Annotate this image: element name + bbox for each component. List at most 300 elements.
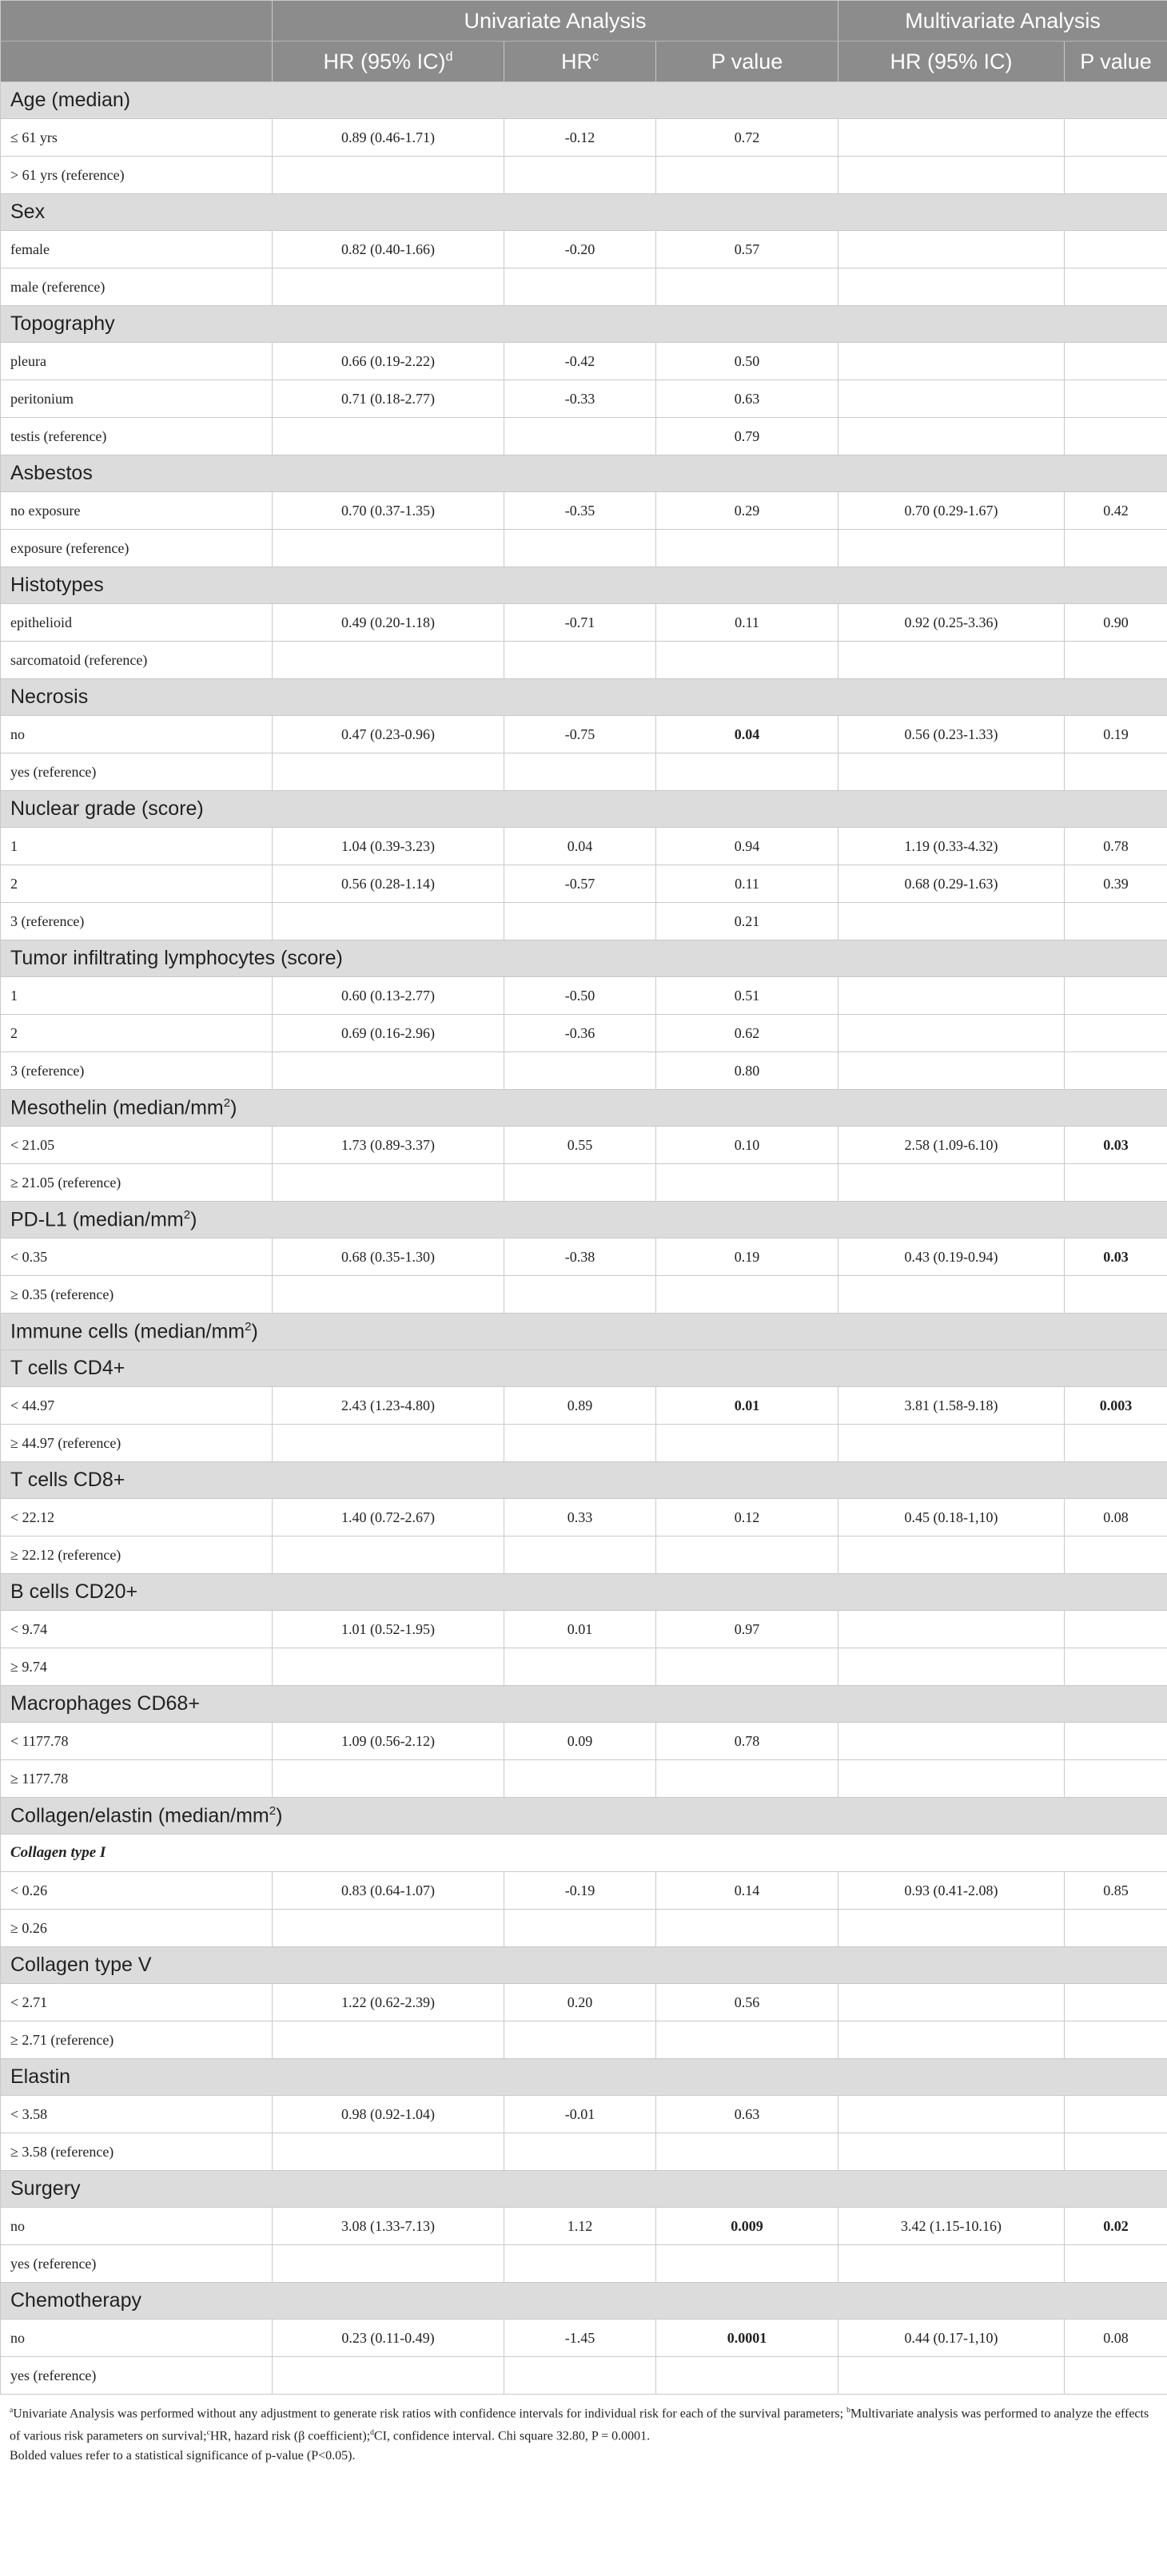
multivariate-p-value-cell — [1065, 2357, 1167, 2395]
multivariate-hr-ci-cell: 0.56 (0.23-1.33) — [838, 716, 1065, 753]
multivariate-hr-ci-cell — [838, 977, 1065, 1015]
multivariate-p-value-cell — [1065, 2096, 1167, 2133]
section-label-text: T cells CD4+ — [10, 1357, 125, 1379]
p-value-cell: 0.14 — [656, 1872, 838, 1910]
hr-cell — [504, 1648, 656, 1686]
multivariate-hr-ci-cell — [838, 2357, 1065, 2395]
hr-cell: -0.19 — [504, 1872, 656, 1910]
section-label-suffix: ) — [190, 1208, 197, 1231]
hr-ci-cell — [273, 1052, 504, 1090]
p-value-cell: 0.10 — [656, 1127, 838, 1164]
p-value-cell: 0.97 — [656, 1611, 838, 1648]
multivariate-p-value-cell — [1065, 1164, 1167, 1202]
section-row — [1, 1798, 1167, 1835]
table-row — [1, 1387, 1167, 1425]
row-label-cell: < 3.58 — [1, 2096, 273, 2133]
multivariate-p-value-cell — [1065, 753, 1167, 791]
multivariate-hr-ci-cell — [838, 157, 1065, 194]
row-label-cell: < 1177.78 — [1, 1723, 273, 1760]
row-label-cell: < 22.12 — [1, 1499, 273, 1536]
table-row — [1, 343, 1167, 380]
row-label-cell: epithelioid — [1, 604, 273, 642]
p-value-cell: 0.63 — [656, 2096, 838, 2133]
section-label-text: B cells CD20+ — [10, 1580, 138, 1603]
hr-cell: 0.89 — [504, 1387, 656, 1425]
multivariate-hr-ci-cell — [838, 343, 1065, 380]
multivariate-hr-ci-cell — [838, 1723, 1065, 1760]
table-row — [1, 903, 1167, 940]
multivariate-hr-ci-cell — [838, 1648, 1065, 1686]
table-row — [1, 716, 1167, 753]
p-value-cell: 0.009 — [656, 2208, 838, 2245]
table-row — [1, 828, 1167, 865]
hr-cell: -0.57 — [504, 865, 656, 903]
hr-cell: -0.38 — [504, 1238, 656, 1276]
multivariate-p-value-cell: 0.03 — [1065, 1238, 1167, 1276]
p-value-cell: 0.72 — [656, 119, 838, 157]
row-label-cell: > 61 yrs (reference) — [1, 157, 273, 194]
table-row — [1, 1536, 1167, 1574]
table-row — [1, 380, 1167, 418]
section-label-text: Topography — [10, 312, 115, 335]
section-label-text: Immune cells (median/mm — [10, 1320, 245, 1343]
section-label-text: Histotypes — [10, 574, 104, 596]
table-footnotes — [0, 2395, 1167, 2466]
p-value-cell: 0.21 — [656, 903, 838, 940]
section-row — [1, 2059, 1167, 2096]
hr-ci-cell — [273, 1648, 504, 1686]
row-label-cell: exposure (reference) — [1, 530, 273, 567]
hr-ci-cell — [273, 642, 504, 679]
section-label-superscript: 2 — [269, 1803, 277, 1818]
section-row — [1, 1947, 1167, 1984]
hr-ci-cell: 0.68 (0.35-1.30) — [273, 1238, 504, 1276]
hr-cell: -0.75 — [504, 716, 656, 753]
row-label-cell: yes (reference) — [1, 2357, 273, 2395]
table-row — [1, 157, 1167, 194]
hr-ci-cell — [273, 1425, 504, 1462]
multivariate-hr-ci-cell — [838, 1425, 1065, 1462]
multivariate-hr-ci-cell — [838, 530, 1065, 567]
table-row — [1, 1760, 1167, 1798]
row-label-cell: no — [1, 2320, 273, 2357]
multivariate-p-value-cell — [1065, 119, 1167, 157]
multivariate-hr-ci-cell — [838, 2133, 1065, 2171]
section-label-text: Collagen type V — [10, 1954, 152, 1976]
section-label-text: Necrosis — [10, 686, 89, 708]
table-row — [1, 865, 1167, 903]
table-row — [1, 604, 1167, 642]
multivariate-hr-ci-cell: 0.44 (0.17-1,10) — [838, 2320, 1065, 2357]
hr-ci-cell — [273, 1276, 504, 1314]
row-label-cell: 1 — [1, 977, 273, 1015]
hr-ci-cell: 0.82 (0.40-1.66) — [273, 231, 504, 268]
hr-cell: 0.04 — [504, 828, 656, 865]
p-value-cell: 0.63 — [656, 380, 838, 418]
hr-cell — [504, 1276, 656, 1314]
hr-ci-cell: 0.66 (0.19-2.22) — [273, 343, 504, 380]
section-label-text: Chemotherapy — [10, 2289, 141, 2312]
section-row — [1, 2171, 1167, 2208]
section-label — [1, 1350, 1167, 1387]
multivariate-p-value-cell — [1065, 903, 1167, 940]
hr-cell: -0.71 — [504, 604, 656, 642]
row-label-cell: ≥ 9.74 — [1, 1648, 273, 1686]
row-label-cell: ≥ 0.26 — [1, 1910, 273, 1947]
p-value-cell — [656, 1164, 838, 1202]
hr-cell — [504, 418, 656, 455]
table-row — [1, 1052, 1167, 1090]
multivariate-hr-ci-cell — [838, 1536, 1065, 1574]
row-label-cell: testis (reference) — [1, 418, 273, 455]
hr-cell — [504, 1052, 656, 1090]
row-label-cell: ≥ 21.05 (reference) — [1, 1164, 273, 1202]
hr-header: $HR^c$ — [504, 42, 656, 82]
multivariate-p-value-cell: 0.03 — [1065, 1127, 1167, 1164]
table-row — [1, 2021, 1167, 2059]
row-label-cell: 3 (reference) — [1, 903, 273, 940]
section-label-text: Mesothelin (median/mm — [10, 1096, 224, 1119]
hr-cell: -0.50 — [504, 977, 656, 1015]
hr-ci-cell: 1.01 (0.52-1.95) — [273, 1611, 504, 1648]
p-value-cell: 0.29 — [656, 492, 838, 530]
hr-cell — [504, 530, 656, 567]
row-label-cell: 2 — [1, 865, 273, 903]
hr-cell: 0.09 — [504, 1723, 656, 1760]
hr-ci-cell — [273, 753, 504, 791]
hr-ci-cell: 0.47 (0.23-0.96) — [273, 716, 504, 753]
section-row — [1, 1462, 1167, 1499]
footnote-bold-note: Bolded values refer to a statistical significance of p-value (P<0.05). — [10, 2448, 356, 2463]
p-value-cell: 0.12 — [656, 1499, 838, 1536]
multivariate-hr-ci-cell — [838, 642, 1065, 679]
multivariate-hr-ci-cell — [838, 903, 1065, 940]
hr-cell: 0.55 — [504, 1127, 656, 1164]
multivariate-p-value-cell — [1065, 977, 1167, 1015]
hr-ci-cell — [273, 903, 504, 940]
multivariate-hr-ci-cell — [838, 1052, 1065, 1090]
p-value-cell: 0.80 — [656, 1052, 838, 1090]
table-row — [1, 2096, 1167, 2133]
p-value-cell — [656, 1425, 838, 1462]
section-row — [1, 1686, 1167, 1723]
p-value-cell — [656, 1276, 838, 1314]
row-label-cell: 2 — [1, 1015, 273, 1052]
p-value-cell: 0.01 — [656, 1387, 838, 1425]
section-label — [1, 567, 1167, 604]
hr-ci-cell: 0.89 (0.46-1.71) — [273, 119, 504, 157]
multivariate-hr-ci-cell — [838, 1984, 1065, 2021]
hr-ci-cell: 0.70 (0.37-1.35) — [273, 492, 504, 530]
table-row — [1, 231, 1167, 268]
section-row — [1, 82, 1167, 119]
section-label — [1, 2059, 1167, 2096]
section-label-text: Collagen/elastin (median/mm — [10, 1804, 269, 1827]
hr-ci-cell — [273, 1910, 504, 1947]
hr-cell: -0.33 — [504, 380, 656, 418]
row-label-cell: ≥ 1177.78 — [1, 1760, 273, 1798]
multivariate-p-value-cell — [1065, 418, 1167, 455]
multivariate-hr-ci-cell — [838, 1164, 1065, 1202]
multivariate-p-value-cell: 0.85 — [1065, 1872, 1167, 1910]
section-row — [1, 1350, 1167, 1387]
hr-ci-cell — [273, 418, 504, 455]
table-row — [1, 1984, 1167, 2021]
hr-cell: -0.35 — [504, 492, 656, 530]
section-row — [1, 2283, 1167, 2320]
hr-cell: -0.12 — [504, 119, 656, 157]
multivariate-p-value-cell: 0.08 — [1065, 2320, 1167, 2357]
section-label-superscript: 2 — [245, 1319, 252, 1334]
footnote-definitions: $^a$Univariate Analysis was performed without any adjustment to generate risk ratios with confidence intervals for individual risk for each of the survival parameters; $^b$Multivariate analysis was performed to analyze the effects of various risk parameters on survival;$^c$HR, hazard risk (β coefficient);$^d$CI, confidence interval. Chi square 32.80, P = 0.0001. — [10, 2406, 1149, 2443]
multivariate-hr-ci-cell — [838, 380, 1065, 418]
p-value-cell — [656, 1910, 838, 1947]
hr-cell — [504, 2133, 656, 2171]
p-value-cell — [656, 642, 838, 679]
hr-cell — [504, 642, 656, 679]
multivariate-hr-ci-cell — [838, 2096, 1065, 2133]
hr-ci-header: HR (95% IC)$^d$ — [273, 42, 504, 82]
hr-ci-cell: 0.60 (0.13-2.77) — [273, 977, 504, 1015]
hr-cell: -0.01 — [504, 2096, 656, 2133]
section-label-text: Asbestos — [10, 462, 93, 484]
table-row — [1, 1238, 1167, 1276]
row-label-cell: no exposure — [1, 492, 273, 530]
table-row — [1, 1723, 1167, 1760]
section-row — [1, 940, 1167, 977]
table-row — [1, 418, 1167, 455]
section-label-text: Macrophages CD68+ — [10, 1692, 200, 1715]
multivariate-hr-ci-cell — [838, 1910, 1065, 1947]
table-row — [1, 1648, 1167, 1686]
hr-cell — [504, 2245, 656, 2283]
table-row — [1, 268, 1167, 306]
section-label — [1, 1462, 1167, 1499]
section-label — [1, 306, 1167, 343]
hr-ci-cell: 1.09 (0.56-2.12) — [273, 1723, 504, 1760]
section-label — [1, 1574, 1167, 1611]
section-label-text: Nuclear grade (score) — [10, 797, 204, 820]
p-value-cell: 0.56 — [656, 1984, 838, 2021]
multivariate-hr-ci-cell — [838, 418, 1065, 455]
row-label-cell: male (reference) — [1, 268, 273, 306]
hr-cell: -0.36 — [504, 1015, 656, 1052]
table-row — [1, 1499, 1167, 1536]
hr-ci-cell — [273, 2133, 504, 2171]
hr-cell — [504, 903, 656, 940]
section-label-text: PD-L1 (median/mm — [10, 1208, 184, 1231]
section-label — [1, 1090, 1167, 1127]
multivariate-hr-ci-cell: 0.43 (0.19-0.94) — [838, 1238, 1065, 1276]
section-label — [1, 1798, 1167, 1835]
section-row — [1, 1090, 1167, 1127]
multivariate-p-value-cell — [1065, 1648, 1167, 1686]
hr-cell — [504, 1910, 656, 1947]
p-value-cell — [656, 753, 838, 791]
table-row — [1, 2133, 1167, 2171]
multivariate-p-value-cell — [1065, 530, 1167, 567]
multivariate-p-value-cell — [1065, 1611, 1167, 1648]
section-label — [1, 455, 1167, 492]
p-value-cell — [656, 1648, 838, 1686]
table-row — [1, 1164, 1167, 1202]
hr-cell: 1.12 — [504, 2208, 656, 2245]
multivariate-hr-ci-cell: 3.42 (1.15-10.16) — [838, 2208, 1065, 2245]
section-label — [1, 1202, 1167, 1238]
multivariate-hr-ci-cell: 0.92 (0.25-3.36) — [838, 604, 1065, 642]
multivariate-p-value-cell: 0.08 — [1065, 1499, 1167, 1536]
hr-ci-cell — [273, 1536, 504, 1574]
hr-cell — [504, 1164, 656, 1202]
p-value-cell: 0.11 — [656, 865, 838, 903]
p-value-cell: 0.94 — [656, 828, 838, 865]
p-value-cell: 0.57 — [656, 231, 838, 268]
multivariate-p-value-cell — [1065, 1015, 1167, 1052]
hr-ci-cell: 2.43 (1.23-4.80) — [273, 1387, 504, 1425]
hr-ci-cell: 0.23 (0.11-0.49) — [273, 2320, 504, 2357]
row-label-cell: < 21.05 — [1, 1127, 273, 1164]
section-label — [1, 1947, 1167, 1984]
p-value-cell: 0.78 — [656, 1723, 838, 1760]
hr-cell — [504, 2021, 656, 2059]
row-label-cell: 1 — [1, 828, 273, 865]
table-body — [1, 82, 1167, 2395]
row-label-cell: 3 (reference) — [1, 1052, 273, 1090]
hr-ci-cell — [273, 268, 504, 306]
hr-ci-cell: 0.83 (0.64-1.07) — [273, 1872, 504, 1910]
row-label-cell: < 44.97 — [1, 1387, 273, 1425]
multivariate-hr-ci-cell: 0.68 (0.29-1.63) — [838, 865, 1065, 903]
row-label-cell: no — [1, 2208, 273, 2245]
table-row — [1, 1611, 1167, 1648]
table-row — [1, 2208, 1167, 2245]
multivariate-header: Multivariate Analysis — [838, 1, 1167, 42]
p-value-cell: 0.04 — [656, 716, 838, 753]
multivariate-p-value-cell — [1065, 642, 1167, 679]
section-label-text: Age (median) — [10, 89, 131, 111]
table-header — [1, 1, 1167, 82]
multivariate-hr-ci-cell — [838, 231, 1065, 268]
multivariate-p-value-cell — [1065, 231, 1167, 268]
row-label-cell: female — [1, 231, 273, 268]
section-label — [1, 679, 1167, 716]
hr-ci-cell: 0.69 (0.16-2.96) — [273, 1015, 504, 1052]
multivariate-p-value-cell — [1065, 2245, 1167, 2283]
header-label-cell — [1, 42, 273, 82]
section-label — [1, 1314, 1167, 1350]
section-label — [1, 2171, 1167, 2208]
univariate-header: Univariate Analysis — [273, 1, 838, 42]
hr-ci-cell — [273, 157, 504, 194]
table-row — [1, 2357, 1167, 2395]
multivariate-hr-ci-cell: 0.93 (0.41-2.08) — [838, 1872, 1065, 1910]
hr-ci-cell — [273, 2021, 504, 2059]
section-label-superscript: 2 — [223, 1095, 231, 1110]
multivariate-hr-ci-cell: 0.70 (0.29-1.67) — [838, 492, 1065, 530]
multivariate-p-value-cell — [1065, 2133, 1167, 2171]
section-label-suffix: ) — [251, 1320, 258, 1343]
multivariate-hr-ci-cell — [838, 753, 1065, 791]
row-label-cell: ≥ 0.35 (reference) — [1, 1276, 273, 1314]
hr-ci-cell: 3.08 (1.33-7.13) — [273, 2208, 504, 2245]
p-value-cell: 0.11 — [656, 604, 838, 642]
multivariate-hr-ci-cell — [838, 2245, 1065, 2283]
row-label-cell: < 0.26 — [1, 1872, 273, 1910]
subsection-label: Collagen type I — [1, 1835, 1167, 1872]
row-label-cell: ≥ 22.12 (reference) — [1, 1536, 273, 1574]
section-row — [1, 194, 1167, 231]
multivariate-p-value-cell — [1065, 157, 1167, 194]
row-label-cell: < 2.71 — [1, 1984, 273, 2021]
multivariate-hr-ci-cell — [838, 268, 1065, 306]
p-value-cell: 0.79 — [656, 418, 838, 455]
section-row — [1, 567, 1167, 604]
hr-ci-cell: 0.71 (0.18-2.77) — [273, 380, 504, 418]
row-label-cell: yes (reference) — [1, 2245, 273, 2283]
multivariate-hr-ci-cell — [838, 1611, 1065, 1648]
hr-cell — [504, 157, 656, 194]
p-value-cell — [656, 1760, 838, 1798]
hr-ci-cell — [273, 2245, 504, 2283]
multivariate-hr-ci-header: HR (95% IC) — [838, 42, 1065, 82]
multivariate-hr-ci-cell: 0.45 (0.18-1,10) — [838, 1499, 1065, 1536]
row-label-cell: ≤ 61 yrs — [1, 119, 273, 157]
multivariate-p-value-cell — [1065, 1425, 1167, 1462]
multivariate-p-value-cell — [1065, 1276, 1167, 1314]
p-value-cell: 0.62 — [656, 1015, 838, 1052]
section-label-text: Sex — [10, 201, 46, 223]
section-label — [1, 194, 1167, 231]
multivariate-p-value-cell — [1065, 1984, 1167, 2021]
hr-cell — [504, 268, 656, 306]
row-label-cell: pleura — [1, 343, 273, 380]
section-label-text: Tumor infiltrating lymphocytes (score) — [10, 947, 343, 969]
table-row — [1, 977, 1167, 1015]
p-value-cell — [656, 2245, 838, 2283]
p-value-cell: 0.50 — [656, 343, 838, 380]
hr-ci-cell: 1.22 (0.62-2.39) — [273, 1984, 504, 2021]
multivariate-p-value-header: P value — [1065, 42, 1167, 82]
hr-ci-cell — [273, 1760, 504, 1798]
table-row — [1, 2320, 1167, 2357]
section-label-superscript: 2 — [183, 1207, 191, 1222]
multivariate-p-value-cell — [1065, 1536, 1167, 1574]
hr-cell: 0.33 — [504, 1499, 656, 1536]
hr-cell: 0.01 — [504, 1611, 656, 1648]
hr-cell — [504, 1425, 656, 1462]
section-row — [1, 679, 1167, 716]
row-label-cell: < 0.35 — [1, 1238, 273, 1276]
table-row — [1, 1872, 1167, 1910]
multivariate-p-value-cell — [1065, 1760, 1167, 1798]
hr-ci-cell — [273, 2357, 504, 2395]
hr-cell — [504, 2357, 656, 2395]
table-row — [1, 1425, 1167, 1462]
hr-cell — [504, 753, 656, 791]
table-row — [1, 1276, 1167, 1314]
hr-ci-cell: 0.98 (0.92-1.04) — [273, 2096, 504, 2133]
multivariate-hr-ci-cell — [838, 1276, 1065, 1314]
multivariate-p-value-cell — [1065, 2021, 1167, 2059]
row-label-cell: sarcomatoid (reference) — [1, 642, 273, 679]
table-row — [1, 119, 1167, 157]
row-label-cell: peritonium — [1, 380, 273, 418]
row-label-cell: no — [1, 716, 273, 753]
multivariate-p-value-cell — [1065, 1910, 1167, 1947]
p-value-cell — [656, 1536, 838, 1574]
hr-ci-cell: 1.04 (0.39-3.23) — [273, 828, 504, 865]
hr-cell — [504, 1536, 656, 1574]
